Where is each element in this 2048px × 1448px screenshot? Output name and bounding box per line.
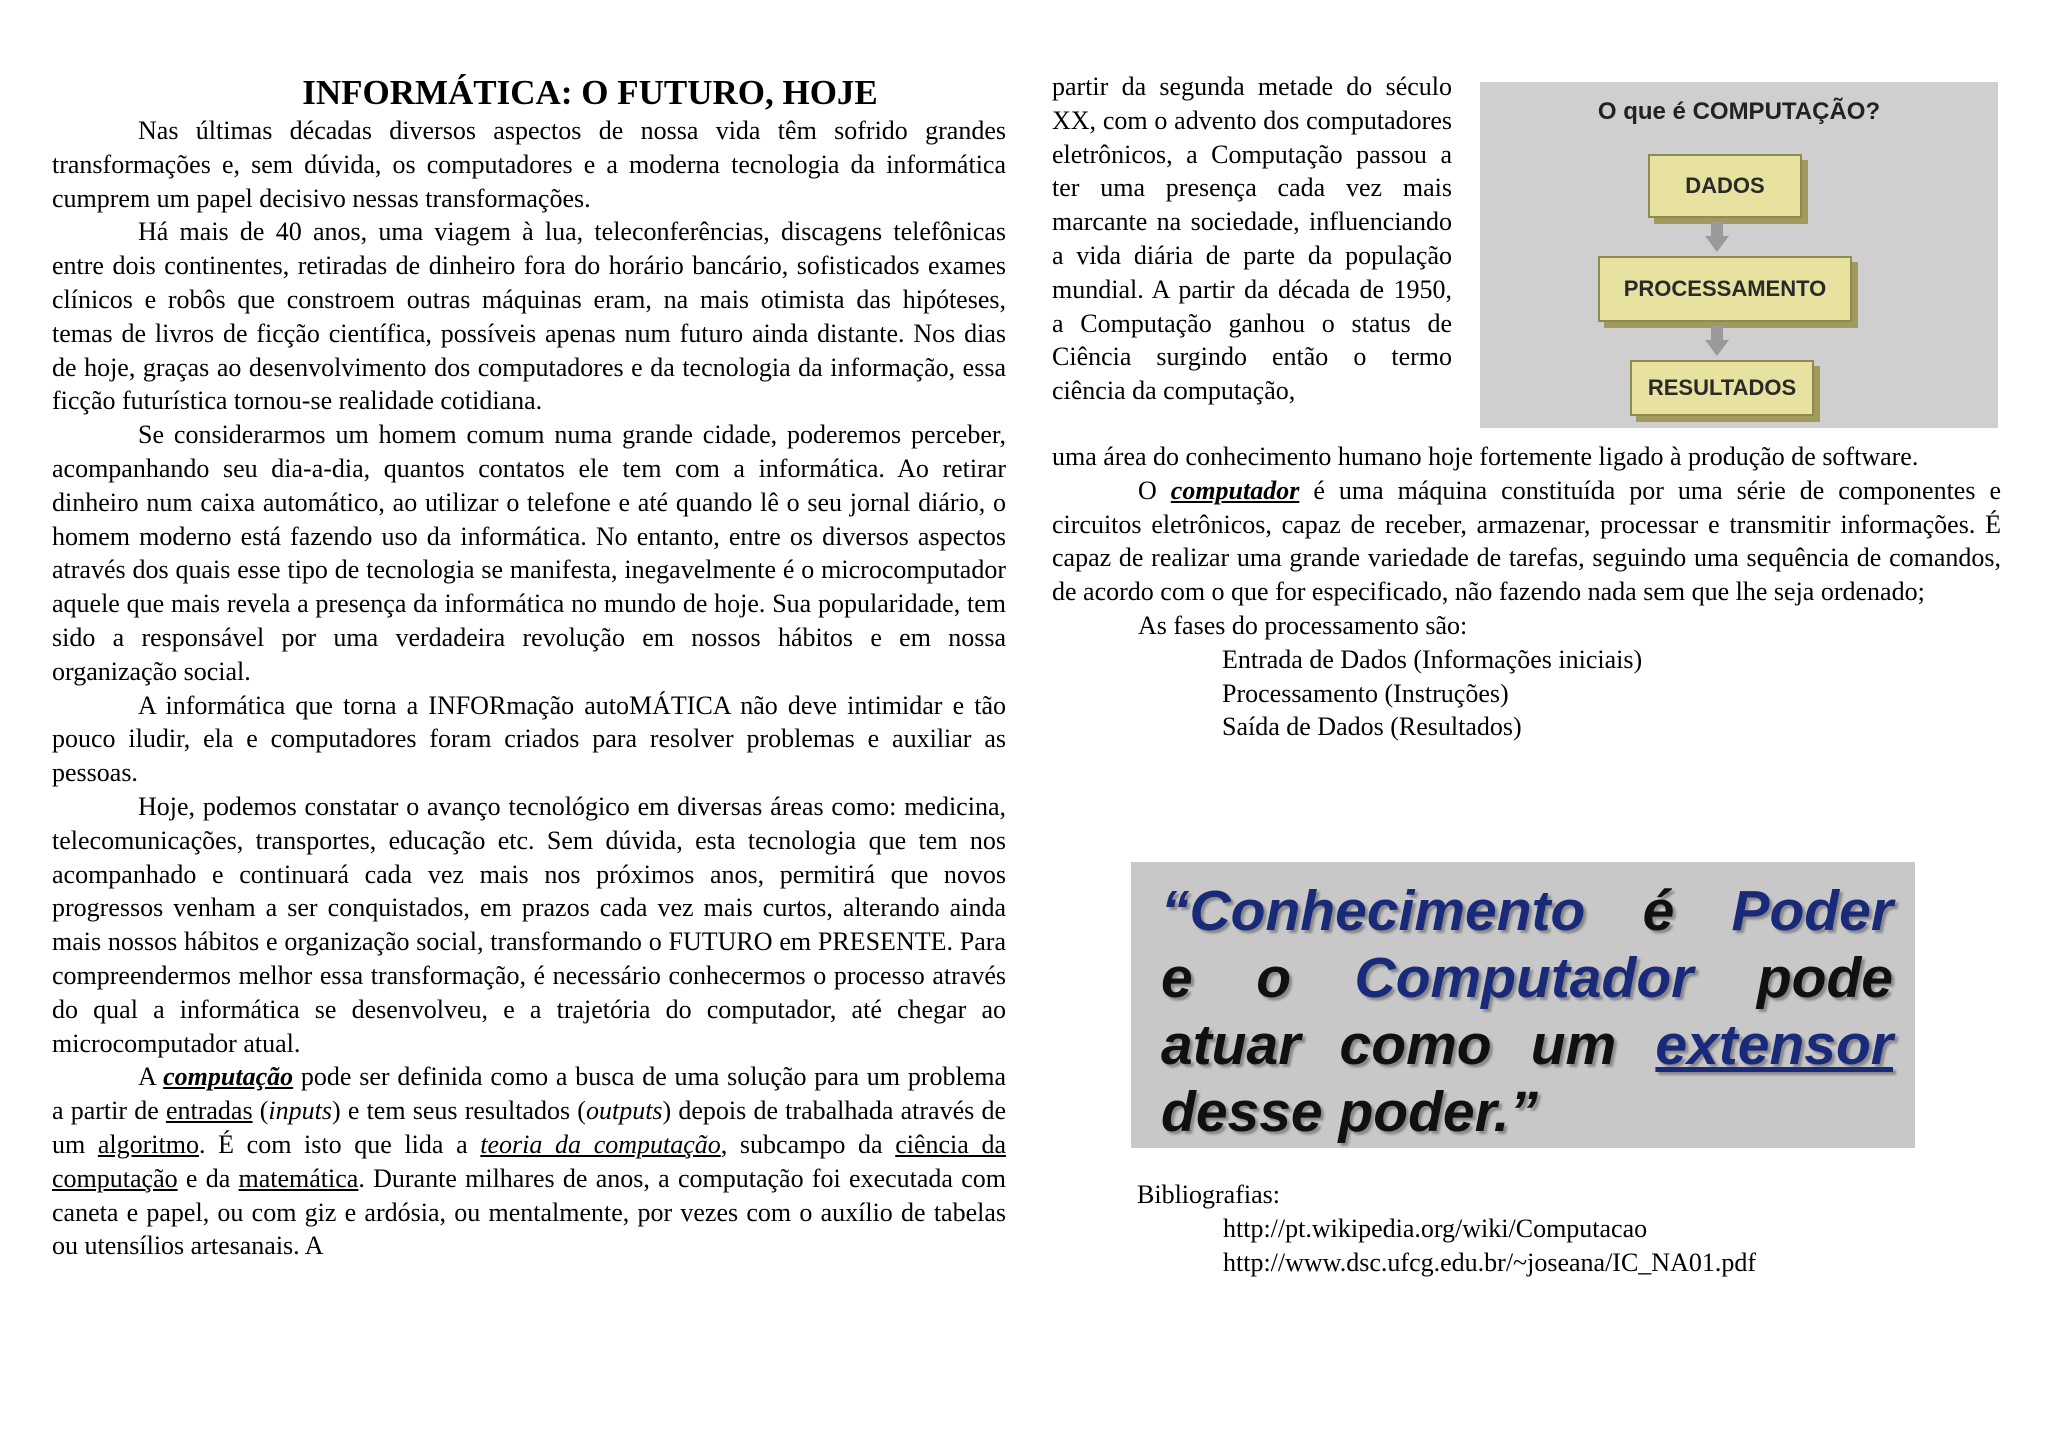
quote-word: Poder xyxy=(1731,879,1894,943)
right-column xyxy=(1052,440,2001,744)
quote-word: como xyxy=(1339,1013,1492,1077)
link-ciencia-da-computacao[interactable]: ciência da computação xyxy=(52,1129,1006,1193)
diagram-arrow-stem xyxy=(1711,222,1723,236)
text-span: A xyxy=(138,1062,164,1092)
paragraph-1: Nas últimas décadas diversos aspectos de nossa vida têm sofrido grandes transformações e, sem dúvida, os computadores e a moderna tecnologia da informática cumprem um papel decisivo nessas transformações. xyxy=(52,116,1006,213)
bibliography-link[interactable]: http://pt.wikipedia.org/wiki/Computacao xyxy=(1223,1214,1648,1243)
page-title-text: INFORMÁTICA: O FUTURO, HOJE xyxy=(302,73,878,112)
paragraph-computador xyxy=(1052,474,2001,609)
text-span: ( xyxy=(252,1096,269,1126)
quote-word-extensor: extensor xyxy=(1655,1013,1893,1077)
text-span: pode ser definida como a busca de uma solução para um problema a partir de xyxy=(52,1062,1007,1126)
text-span: . É com isto que lida a xyxy=(198,1129,481,1159)
text-span: O xyxy=(1138,475,1171,505)
link-computacao[interactable]: computação xyxy=(163,1062,294,1092)
quote-word: Computador xyxy=(1354,946,1694,1010)
bibliography-heading: Bibliografias: xyxy=(1137,1180,1280,1209)
text-span: é uma máquina constituída por uma série de componentes e circuitos eletrônicos, capaz de receber, armazenar, processar e transmitir informações. É capaz de realizar uma grande variedade de tarefas, seguindo uma sequência de comandos, de acordo com o que for especificado, não fazendo nada sem que lhe seja ordenado; xyxy=(1052,475,2001,607)
left-column xyxy=(52,72,1006,1263)
bibliography xyxy=(1137,1178,1756,1280)
paragraph-5: Hoje, podemos constatar o avanço tecnológico em diversas áreas como: medicina, telecomunicações, transportes, educação etc. Sem dúvida, esta tecnologia que tem nos acompanhado e continuará cada vez mais nos próximos anos, permitirá que novos progressos venham a ser conquistados, em prazos cada vez mais curtos, alterando ainda mais nossos hábitos e organização social, transformando o FUTURO em PRESENTE. Para compreendermos melhor essa transformação, é necessário conhecermos o processo através do qual a informática se desenvolveu, e a trajetória do computador, até chegar ao microcomputador atual. xyxy=(52,791,1006,1058)
link-algoritmo[interactable]: algoritmo xyxy=(97,1129,199,1159)
text-span: . Durante milhares de anos, a computação foi executada com caneta e papel, ou com giz e ardósia, ou mentalmente, por vezes com o auxílio de tabelas ou utensílios artesanais. A xyxy=(52,1163,1006,1261)
paragraph-4: A informática que torna a INFORmação autoMÁTICA não deve intimidar e tão pouco iludir, ela e computadores foram criados para resolver problemas e auxiliar as pessoas. xyxy=(52,690,1006,788)
arrow-down-icon xyxy=(1705,340,1729,356)
bibliography-link[interactable]: http://www.dsc.ufcg.edu.br/~joseana/IC_NA01.pdf xyxy=(1223,1248,1756,1277)
term-outputs: outputs xyxy=(585,1096,663,1126)
diagram-box-processamento: PROCESSAMENTO xyxy=(1598,256,1852,322)
computacao-diagram xyxy=(1480,82,1998,428)
paragraph-continuation: uma área do conhecimento humano hoje fortemente ligado à produção de software. xyxy=(1052,442,1919,471)
paragraph-6 xyxy=(52,1060,1006,1263)
fase-item: Entrada de Dados (Informações iniciais) xyxy=(1222,644,1643,674)
fase-item: Saída de Dados (Resultados) xyxy=(1222,712,1522,742)
diagram-title: O que é COMPUTAÇÃO? xyxy=(1597,98,1881,125)
fase-item: Processamento (Instruções) xyxy=(1222,678,1509,708)
diagram-box-resultados: RESULTADOS xyxy=(1630,360,1814,416)
paragraph-2: Há mais de 40 anos, uma viagem à lua, teleconferências, discagens telefônicas entre dois continentes, retiradas de dinheiro fora do horário bancário, sofisticados exames clínicos e robôs que constroem outras máquinas eram, na mais otimista das hipóteses, temas de livros de ficção científica, possíveis apenas num futuro ainda distante. Nos dias de hoje, graças ao desenvolvimento dos computadores e da tecnologia da informação, essa ficção futurística tornou-se realidade cotidiana. xyxy=(52,217,1006,416)
diagram-arrow-stem xyxy=(1711,326,1723,340)
quote-word: pode xyxy=(1756,946,1893,1010)
quote-word: “Conhecimento xyxy=(1161,879,1586,943)
quote-banner xyxy=(1131,862,1915,1148)
text-span: e da xyxy=(177,1163,239,1193)
quote-word: atuar xyxy=(1161,1013,1301,1077)
text-span: , subcampo da xyxy=(720,1129,896,1159)
diagram-box-dados: DADOS xyxy=(1648,154,1802,218)
quote-word: é xyxy=(1642,879,1675,943)
paragraph-computacao-historia: partir da segunda metade do século XX, com o advento dos computadores eletrônicos, a Computação passou a ter uma presença cada vez mais marcante na sociedade, influenciando a vida diária de parte da população mundial. A partir da década de 1950, a Computação ganhou o status de Ciência surgindo então o termo ciência da computação, xyxy=(1052,72,1452,406)
quote-word: um xyxy=(1530,1013,1617,1077)
quote-word: o xyxy=(1256,946,1292,1010)
page-title xyxy=(0,72,1180,114)
quote-line-1 xyxy=(1161,878,1893,945)
right-top-text xyxy=(1052,70,1452,408)
paragraph-3: Se considerarmos um homem comum numa grande cidade, poderemos perceber, acompanhando seu dia-a-dia, quantos contatos ele tem com a informática. Ao retirar dinheiro num caixa automático, ao utilizar o telefone e até quando lê o seu jornal diário, o homem moderno está fazendo uso da informática. No entanto, entre os diversos aspectos através dos quais esse tipo de tecnologia se manifesta, inegavelmente é o microcomputador aquele que mais revela a presença da informática no mundo de hoje. Sua popularidade, tem sido a responsável por uma verdadeira revolução em nossos hábitos e em nossa organização social. xyxy=(52,420,1006,686)
fases-intro: As fases do processamento são: xyxy=(1138,610,1468,640)
link-matematica[interactable]: matemática xyxy=(238,1163,359,1193)
quote-line-4: desse poder.” xyxy=(1161,1080,1538,1144)
text-span: ) e tem seus resultados ( xyxy=(332,1096,586,1126)
link-teoria-da-computacao[interactable]: teoria da computação xyxy=(480,1129,721,1159)
text-span: ) depois de trabalhada através de um xyxy=(52,1096,1006,1159)
quote-word: e xyxy=(1161,946,1193,1010)
quote-line-2 xyxy=(1161,945,1893,1012)
link-computador[interactable]: computador xyxy=(1170,475,1300,505)
term-inputs: inputs xyxy=(268,1096,332,1126)
arrow-down-icon xyxy=(1705,236,1729,252)
link-entradas[interactable]: entradas xyxy=(165,1096,253,1126)
quote-line-3 xyxy=(1161,1012,1893,1079)
